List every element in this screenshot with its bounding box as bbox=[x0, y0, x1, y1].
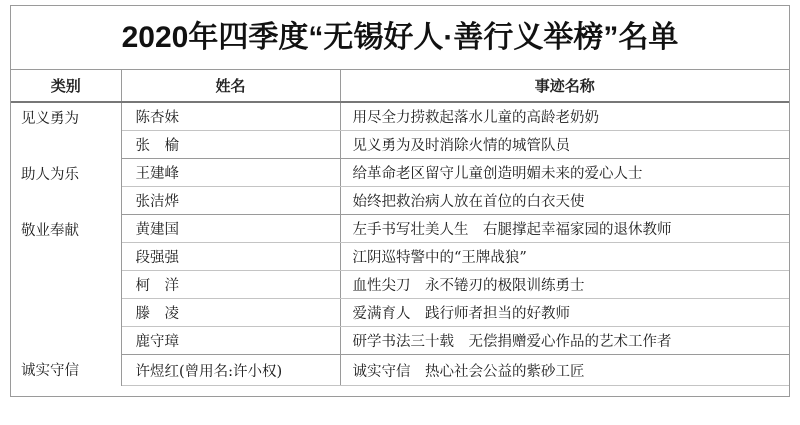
deed-cell: 爱满育人 践行师者担当的好教师 bbox=[340, 299, 789, 327]
table-row bbox=[11, 187, 789, 215]
category-cell: 诚实守信 bbox=[11, 355, 121, 386]
table-row bbox=[11, 102, 789, 131]
header-category: 类别 bbox=[11, 70, 121, 102]
name-cell: 段强强 bbox=[121, 243, 340, 271]
deed-cell: 江阴巡特警中的“王牌战狼” bbox=[340, 243, 789, 271]
header-name: 姓名 bbox=[121, 70, 340, 102]
name-cell: 张洁烨 bbox=[121, 187, 340, 215]
table-row bbox=[11, 299, 789, 327]
name-cell: 张 榆 bbox=[121, 131, 340, 159]
table-row bbox=[11, 159, 789, 187]
deed-cell: 左手书写壮美人生 右腿撑起幸福家园的退休教师 bbox=[340, 215, 789, 243]
deed-cell: 见义勇为及时消除火情的城管队员 bbox=[340, 131, 789, 159]
name-cell: 柯 洋 bbox=[121, 271, 340, 299]
name-cell: 黄建国 bbox=[121, 215, 340, 243]
name-cell: 鹿守璋 bbox=[121, 327, 340, 355]
table-header-row bbox=[11, 70, 789, 102]
table-row bbox=[11, 131, 789, 159]
name-cell: 滕 凌 bbox=[121, 299, 340, 327]
deed-cell: 给革命老区留守儿童创造明媚未来的爱心人士 bbox=[340, 159, 789, 187]
deed-cell: 用尽全力捞救起落水儿童的高龄老奶奶 bbox=[340, 102, 789, 131]
deed-cell: 研学书法三十载 无偿捐赠爱心作品的艺术工作者 bbox=[340, 327, 789, 355]
category-cell: 助人为乐 bbox=[11, 159, 121, 215]
table-row bbox=[11, 215, 789, 243]
deed-cell: 诚实守信 热心社会公益的紫砂工匠 bbox=[340, 355, 789, 386]
category-cell: 敬业奉献 bbox=[11, 215, 121, 355]
table-row bbox=[11, 243, 789, 271]
table-row bbox=[11, 355, 789, 386]
table-row bbox=[11, 327, 789, 355]
honor-list-sheet bbox=[10, 5, 790, 397]
honor-table bbox=[11, 70, 789, 386]
category-cell: 见义勇为 bbox=[11, 102, 121, 159]
page-title: 2020年四季度“无锡好人·善行义举榜”名单 bbox=[11, 6, 789, 70]
deed-cell: 血性尖刀 永不锩刃的极限训练勇士 bbox=[340, 271, 789, 299]
table-row bbox=[11, 271, 789, 299]
deed-cell: 始终把救治病人放在首位的白衣天使 bbox=[340, 187, 789, 215]
name-cell: 陈杏妹 bbox=[121, 102, 340, 131]
name-cell: 王建峰 bbox=[121, 159, 340, 187]
name-cell: 许煜红(曾用名:许小权) bbox=[121, 355, 340, 386]
header-deed: 事迹名称 bbox=[340, 70, 789, 102]
